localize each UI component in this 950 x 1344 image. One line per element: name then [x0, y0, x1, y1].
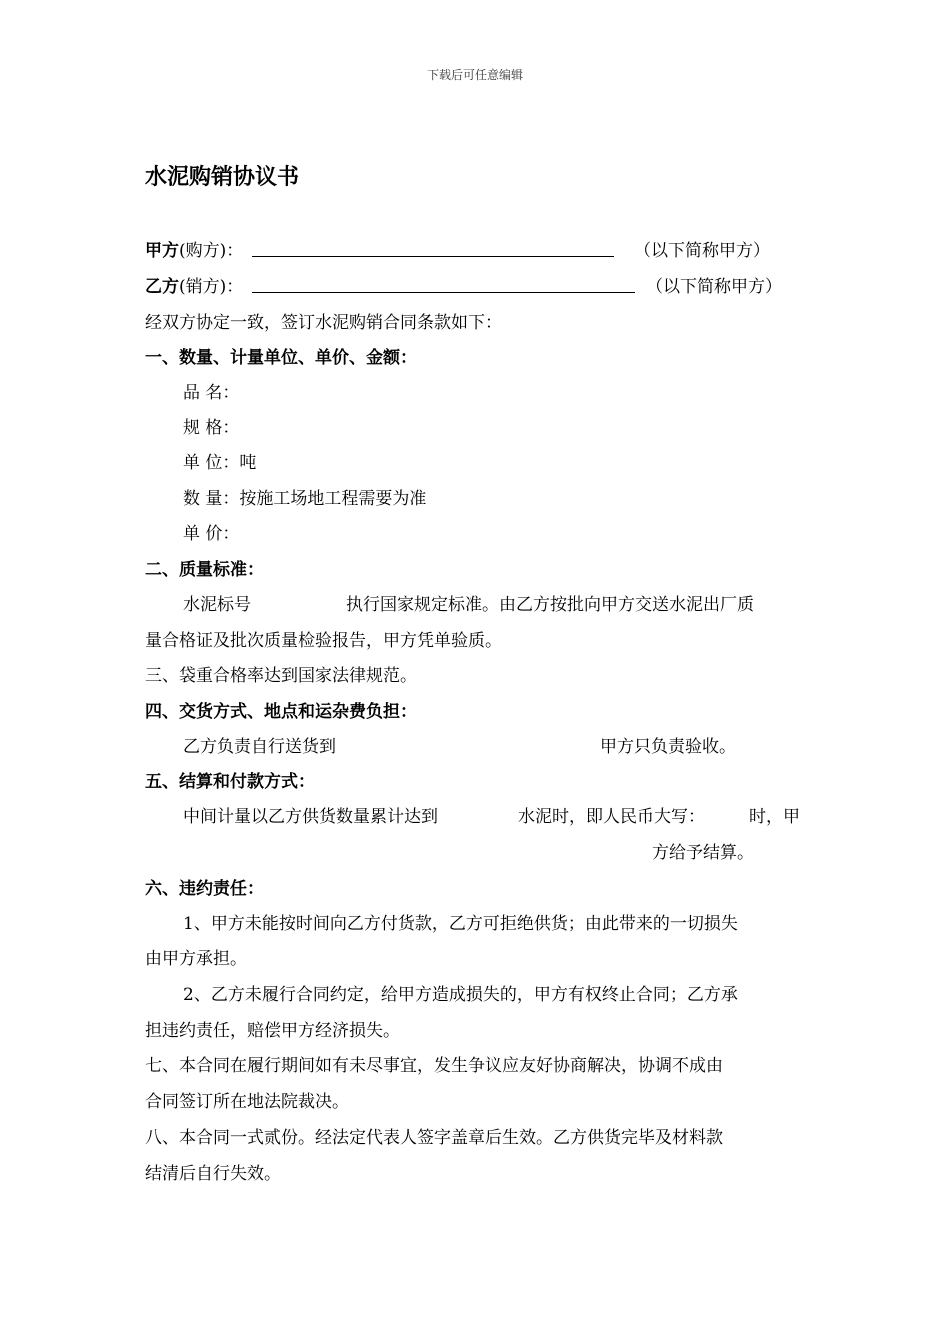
item-price: 单 价：: [183, 524, 240, 544]
party-a-label-rest: (购方)：: [179, 241, 244, 261]
item-quantity: 数 量：按施工场地工程需要为准: [183, 489, 427, 509]
section-4-text-b: 甲方只负责验收。: [600, 737, 736, 757]
section-2-text-c: 量合格证及批次质量检验报告，甲方凭单验质。: [145, 631, 502, 651]
section-5-text-c: 时，甲: [749, 807, 800, 827]
section-3-text: 三、袋重合格率达到国家法律规范。: [145, 666, 417, 686]
item-spec: 规 格：: [183, 418, 240, 438]
party-b-line: [145, 272, 243, 297]
party-a-label: 甲方: [145, 241, 179, 261]
page-header: 下载后可任意编辑: [426, 68, 523, 82]
party-a-line: [145, 236, 243, 261]
section-6-clause-1b: 由甲方承担。: [145, 949, 247, 969]
section-6-clause-2b: 担违约责任，赔偿甲方经济损失。: [145, 1021, 400, 1041]
section-8-text-a: 八、本合同一式贰份。经法定代表人签字盖章后生效。乙方供货完毕及材料款: [145, 1128, 723, 1148]
item-name: 品 名：: [183, 383, 240, 403]
section-2-heading: 二、质量标准：: [145, 560, 264, 580]
section-5-text-d: 方给予结算。: [652, 843, 754, 863]
section-8-text-b: 结清后自行失效。: [145, 1164, 281, 1184]
document-title: 水泥购销协议书: [145, 165, 300, 190]
section-6-clause-1a: 1、甲方未能按时间向乙方付货款，乙方可拒绝供货；由此带来的一切损失: [183, 914, 738, 934]
party-a-note: （以下简称甲方）: [634, 241, 770, 261]
section-5-text-b: 水泥时，即人民币大写：: [518, 807, 705, 827]
section-6-clause-2a: 2、乙方未履行合同约定，给甲方造成损失的，甲方有权终止合同；乙方承: [183, 985, 738, 1005]
section-4-heading: 四、交货方式、地点和运杂费负担：: [145, 702, 417, 722]
section-5-heading: 五、结算和付款方式：: [145, 772, 315, 792]
party-b-label-rest: (销方)：: [179, 277, 244, 297]
item-unit: 单 位：吨: [183, 453, 257, 473]
party-b-note: （以下简称甲方）: [646, 277, 782, 297]
section-4-text-a: 乙方负责自行送货到: [183, 737, 336, 757]
section-7-text-b: 合同签订所在地法院裁决。: [145, 1092, 349, 1112]
section-2-text-b: 执行国家规定标准。由乙方按批向甲方交送水泥出厂质: [346, 595, 754, 615]
section-7-text-a: 七、本合同在履行期间如有未尽事宜，发生争议应友好协商解决，协调不成由: [145, 1056, 723, 1076]
section-6-heading: 六、违约责任：: [145, 879, 264, 899]
intro-text: 经双方协定一致，签订水泥购销合同条款如下：: [145, 313, 502, 333]
section-2-text-a: 水泥标号: [183, 595, 251, 615]
party-b-blank[interactable]: [252, 274, 635, 293]
party-a-blank[interactable]: [252, 238, 614, 257]
section-1-heading: 一、数量、计量单位、单价、金额：: [145, 348, 417, 368]
party-b-label: 乙方: [145, 277, 179, 297]
section-5-text-a: 中间计量以乙方供货数量累计达到: [183, 807, 438, 827]
